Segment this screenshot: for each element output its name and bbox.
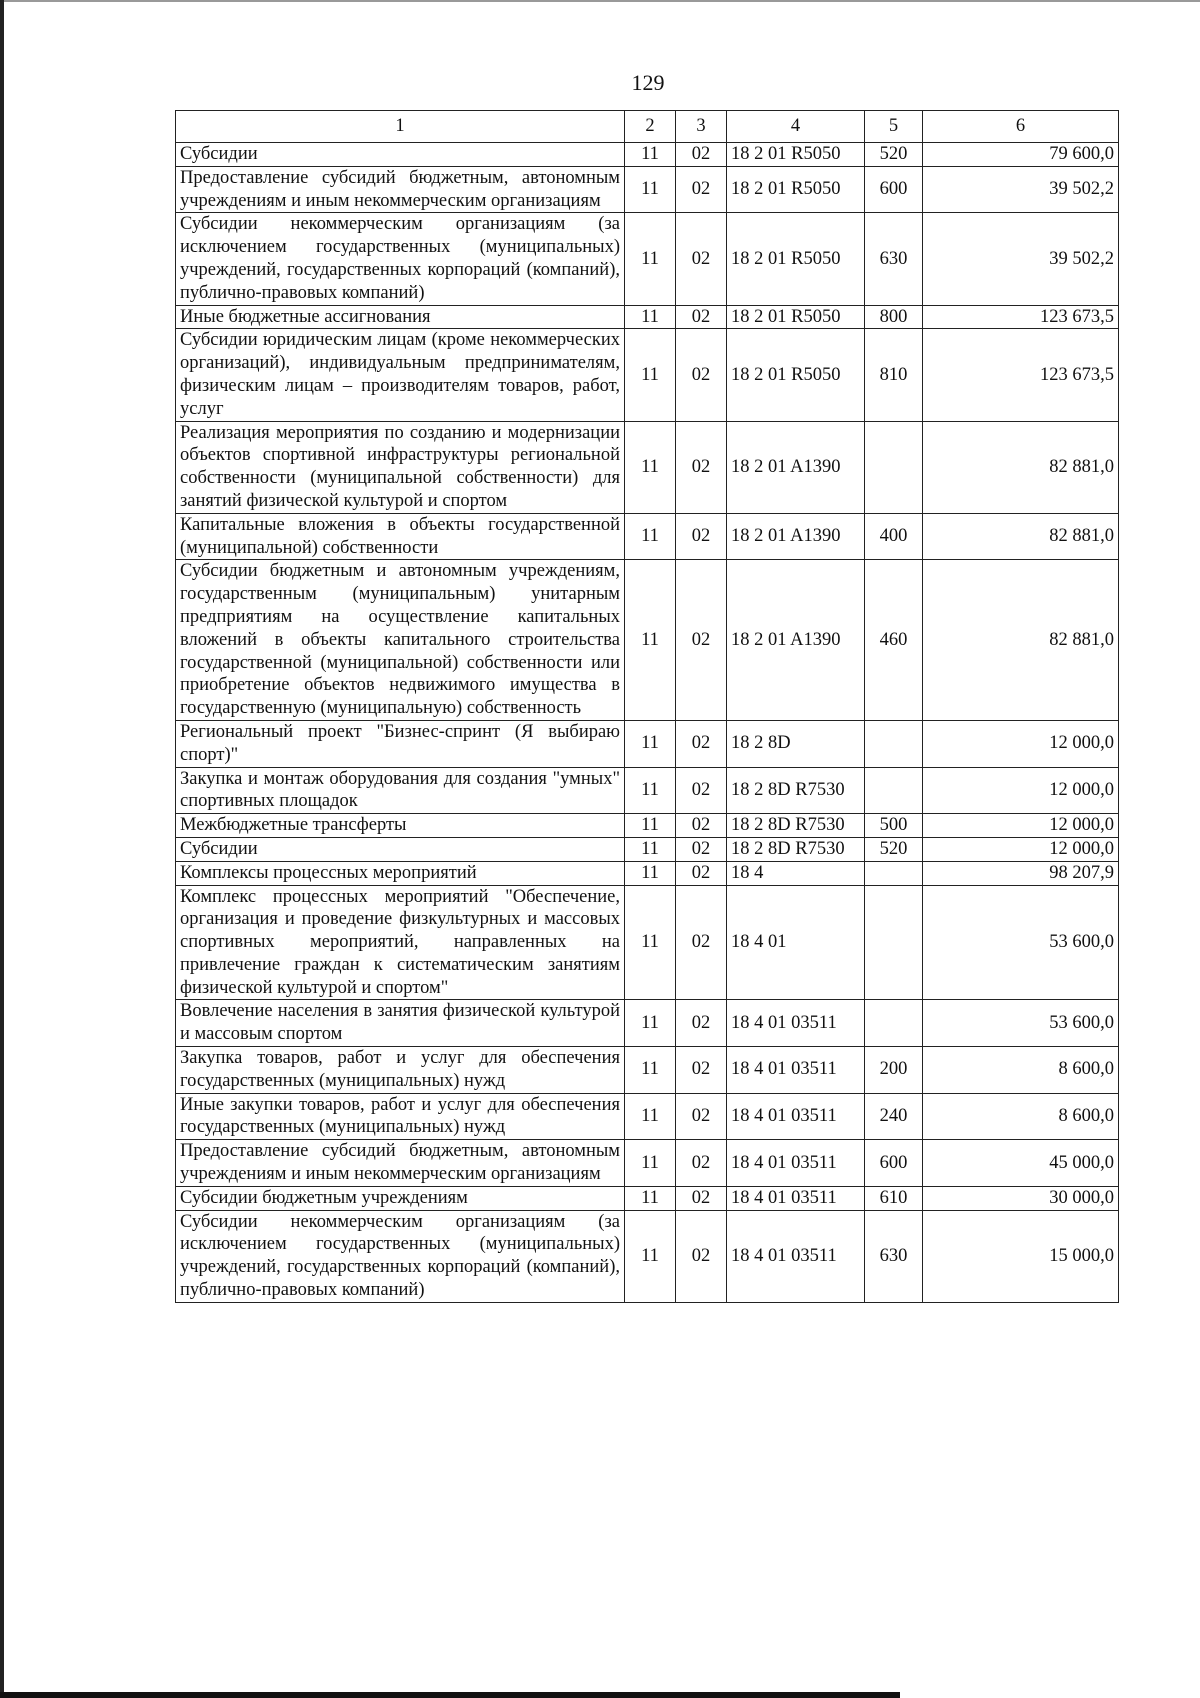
row-name: Предоставление субсидий бюджетным, автономным учреждениям и иным некоммерческим организациям — [176, 1140, 625, 1187]
row-expense-type: 520 — [865, 143, 923, 167]
table-row — [176, 1210, 1119, 1302]
column-header: 3 — [676, 111, 727, 143]
row-section: 11 — [625, 560, 676, 721]
row-target-code: 18 2 01 R5050 — [727, 143, 865, 167]
row-target-code: 18 2 01 R5050 — [727, 213, 865, 305]
table-row — [176, 837, 1119, 861]
scan-edge-top — [0, 0, 1200, 2]
budget-table — [175, 110, 1119, 1303]
row-target-code: 18 4 01 03511 — [727, 1093, 865, 1140]
column-header: 6 — [923, 111, 1119, 143]
row-name: Субсидии — [176, 143, 625, 167]
row-expense-type — [865, 1000, 923, 1047]
row-name: Предоставление субсидий бюджетным, автономным учреждениям и иным некоммерческим организациям — [176, 166, 625, 213]
row-target-code: 18 4 01 03511 — [727, 1047, 865, 1094]
table-row — [176, 166, 1119, 213]
row-amount: 12 000,0 — [923, 837, 1119, 861]
row-subsection: 02 — [676, 305, 727, 329]
row-target-code: 18 4 01 03511 — [727, 1186, 865, 1210]
row-subsection: 02 — [676, 143, 727, 167]
row-expense-type: 460 — [865, 560, 923, 721]
row-expense-type: 810 — [865, 329, 923, 421]
row-target-code: 18 2 01 R5050 — [727, 166, 865, 213]
row-amount: 30 000,0 — [923, 1186, 1119, 1210]
row-subsection: 02 — [676, 513, 727, 560]
row-target-code: 18 4 01 03511 — [727, 1000, 865, 1047]
row-name: Иные закупки товаров, работ и услуг для обеспечения государственных (муниципальных) нужд — [176, 1093, 625, 1140]
row-section: 11 — [625, 861, 676, 885]
table-row — [176, 213, 1119, 305]
row-subsection: 02 — [676, 213, 727, 305]
row-amount: 8 600,0 — [923, 1047, 1119, 1094]
row-expense-type — [865, 720, 923, 767]
row-target-code: 18 2 8D — [727, 720, 865, 767]
table-row — [176, 513, 1119, 560]
row-section: 11 — [625, 837, 676, 861]
table-row — [176, 814, 1119, 838]
row-amount: 15 000,0 — [923, 1210, 1119, 1302]
row-expense-type — [865, 421, 923, 513]
row-name: Межбюджетные трансферты — [176, 814, 625, 838]
table-row — [176, 885, 1119, 1000]
row-expense-type: 610 — [865, 1186, 923, 1210]
row-target-code: 18 2 01 R5050 — [727, 329, 865, 421]
row-expense-type: 500 — [865, 814, 923, 838]
row-target-code: 18 4 01 03511 — [727, 1140, 865, 1187]
row-expense-type: 630 — [865, 1210, 923, 1302]
row-amount: 45 000,0 — [923, 1140, 1119, 1187]
row-name: Субсидии некоммерческим организациям (за исключением государственных (муниципальных) учреждений, государственных корпораций (компаний), публично-правовых компаний) — [176, 1210, 625, 1302]
row-amount: 53 600,0 — [923, 885, 1119, 1000]
row-name: Закупка товаров, работ и услуг для обеспечения государственных (муниципальных) нужд — [176, 1047, 625, 1094]
row-expense-type: 800 — [865, 305, 923, 329]
row-section: 11 — [625, 1047, 676, 1094]
column-header: 4 — [727, 111, 865, 143]
table-row — [176, 560, 1119, 721]
row-name: Субсидии некоммерческим организациям (за исключением государственных (муниципальных) учреждений, государственных корпораций (компаний), публично-правовых компаний) — [176, 213, 625, 305]
scan-edge-bottom — [0, 1692, 900, 1698]
row-target-code: 18 2 01 R5050 — [727, 305, 865, 329]
row-section: 11 — [625, 513, 676, 560]
row-target-code: 18 2 8D R7530 — [727, 767, 865, 814]
row-name: Субсидии — [176, 837, 625, 861]
row-target-code: 18 2 8D R7530 — [727, 837, 865, 861]
row-amount: 39 502,2 — [923, 213, 1119, 305]
row-subsection: 02 — [676, 720, 727, 767]
row-target-code: 18 2 01 A1390 — [727, 513, 865, 560]
row-amount: 82 881,0 — [923, 560, 1119, 721]
table-row — [176, 1093, 1119, 1140]
row-expense-type: 630 — [865, 213, 923, 305]
row-name: Субсидии юридическим лицам (кроме некоммерческих организаций), индивидуальным предпринимателям, физическим лицам – производителям товаров, работ, услуг — [176, 329, 625, 421]
row-expense-type — [865, 767, 923, 814]
row-expense-type: 520 — [865, 837, 923, 861]
row-subsection: 02 — [676, 861, 727, 885]
row-subsection: 02 — [676, 1047, 727, 1094]
row-target-code: 18 2 01 A1390 — [727, 560, 865, 721]
page-number: 129 — [631, 70, 665, 95]
row-amount: 8 600,0 — [923, 1093, 1119, 1140]
row-target-code: 18 4 01 — [727, 885, 865, 1000]
row-subsection: 02 — [676, 421, 727, 513]
table-header-row — [176, 111, 1119, 143]
row-amount: 12 000,0 — [923, 814, 1119, 838]
table-row — [176, 421, 1119, 513]
row-amount: 12 000,0 — [923, 767, 1119, 814]
table-row — [176, 1000, 1119, 1047]
column-header: 2 — [625, 111, 676, 143]
table-row — [176, 767, 1119, 814]
row-expense-type: 600 — [865, 166, 923, 213]
row-subsection: 02 — [676, 1186, 727, 1210]
row-section: 11 — [625, 720, 676, 767]
row-subsection: 02 — [676, 1000, 727, 1047]
row-name: Комплексы процессных мероприятий — [176, 861, 625, 885]
row-name: Субсидии бюджетным учреждениям — [176, 1186, 625, 1210]
row-section: 11 — [625, 421, 676, 513]
scan-edge-left — [0, 0, 4, 1698]
column-header: 5 — [865, 111, 923, 143]
table-row — [176, 1140, 1119, 1187]
row-subsection: 02 — [676, 885, 727, 1000]
row-subsection: 02 — [676, 1210, 727, 1302]
row-amount: 82 881,0 — [923, 513, 1119, 560]
row-section: 11 — [625, 1140, 676, 1187]
row-amount: 82 881,0 — [923, 421, 1119, 513]
row-target-code: 18 2 8D R7530 — [727, 814, 865, 838]
row-amount: 79 600,0 — [923, 143, 1119, 167]
row-subsection: 02 — [676, 1140, 727, 1187]
row-subsection: 02 — [676, 767, 727, 814]
row-name: Вовлечение населения в занятия физической культурой и массовым спортом — [176, 1000, 625, 1047]
row-subsection: 02 — [676, 560, 727, 721]
row-amount: 123 673,5 — [923, 329, 1119, 421]
row-section: 11 — [625, 1093, 676, 1140]
row-section: 11 — [625, 329, 676, 421]
row-expense-type: 200 — [865, 1047, 923, 1094]
row-target-code: 18 4 — [727, 861, 865, 885]
row-target-code: 18 4 01 03511 — [727, 1210, 865, 1302]
row-amount: 98 207,9 — [923, 861, 1119, 885]
row-subsection: 02 — [676, 837, 727, 861]
row-section: 11 — [625, 166, 676, 213]
row-section: 11 — [625, 1000, 676, 1047]
row-name: Реализация мероприятия по созданию и модернизации объектов спортивной инфраструктуры региональной собственности (муниципальной собственности) для занятий физической культурой и спортом — [176, 421, 625, 513]
row-expense-type: 400 — [865, 513, 923, 560]
row-amount: 39 502,2 — [923, 166, 1119, 213]
row-section: 11 — [625, 143, 676, 167]
row-name: Комплекс процессных мероприятий "Обеспечение, организация и проведение физкультурных и массовых спортивных мероприятий, направленных на привлечение граждан к систематическим занятиям физической культурой и спортом" — [176, 885, 625, 1000]
row-expense-type — [865, 861, 923, 885]
row-section: 11 — [625, 305, 676, 329]
row-name: Закупка и монтаж оборудования для создания "умных" спортивных площадок — [176, 767, 625, 814]
column-header: 1 — [176, 111, 625, 143]
row-target-code: 18 2 01 A1390 — [727, 421, 865, 513]
table-row — [176, 329, 1119, 421]
row-section: 11 — [625, 213, 676, 305]
row-section: 11 — [625, 1186, 676, 1210]
row-amount: 123 673,5 — [923, 305, 1119, 329]
row-section: 11 — [625, 885, 676, 1000]
row-name: Капитальные вложения в объекты государственной (муниципальной) собственности — [176, 513, 625, 560]
table-row — [176, 305, 1119, 329]
row-expense-type — [865, 885, 923, 1000]
table-row — [176, 1186, 1119, 1210]
row-section: 11 — [625, 767, 676, 814]
row-expense-type: 240 — [865, 1093, 923, 1140]
row-amount: 12 000,0 — [923, 720, 1119, 767]
table-row — [176, 720, 1119, 767]
row-section: 11 — [625, 1210, 676, 1302]
row-name: Субсидии бюджетным и автономным учреждениям, государственным (муниципальным) унитарным предприятиям на осуществление капитальных вложений в объекты капитального строительства государственной (муниципальной) собственности или приобретение объектов недвижимого имущества в государственную (муниципальную) собственность — [176, 560, 625, 721]
table-row — [176, 143, 1119, 167]
table-row — [176, 861, 1119, 885]
row-section: 11 — [625, 814, 676, 838]
row-expense-type: 600 — [865, 1140, 923, 1187]
row-subsection: 02 — [676, 1093, 727, 1140]
row-subsection: 02 — [676, 814, 727, 838]
row-subsection: 02 — [676, 329, 727, 421]
row-subsection: 02 — [676, 166, 727, 213]
row-name: Иные бюджетные ассигнования — [176, 305, 625, 329]
row-amount: 53 600,0 — [923, 1000, 1119, 1047]
row-name: Региональный проект "Бизнес-спринт (Я выбираю спорт)" — [176, 720, 625, 767]
table-row — [176, 1047, 1119, 1094]
